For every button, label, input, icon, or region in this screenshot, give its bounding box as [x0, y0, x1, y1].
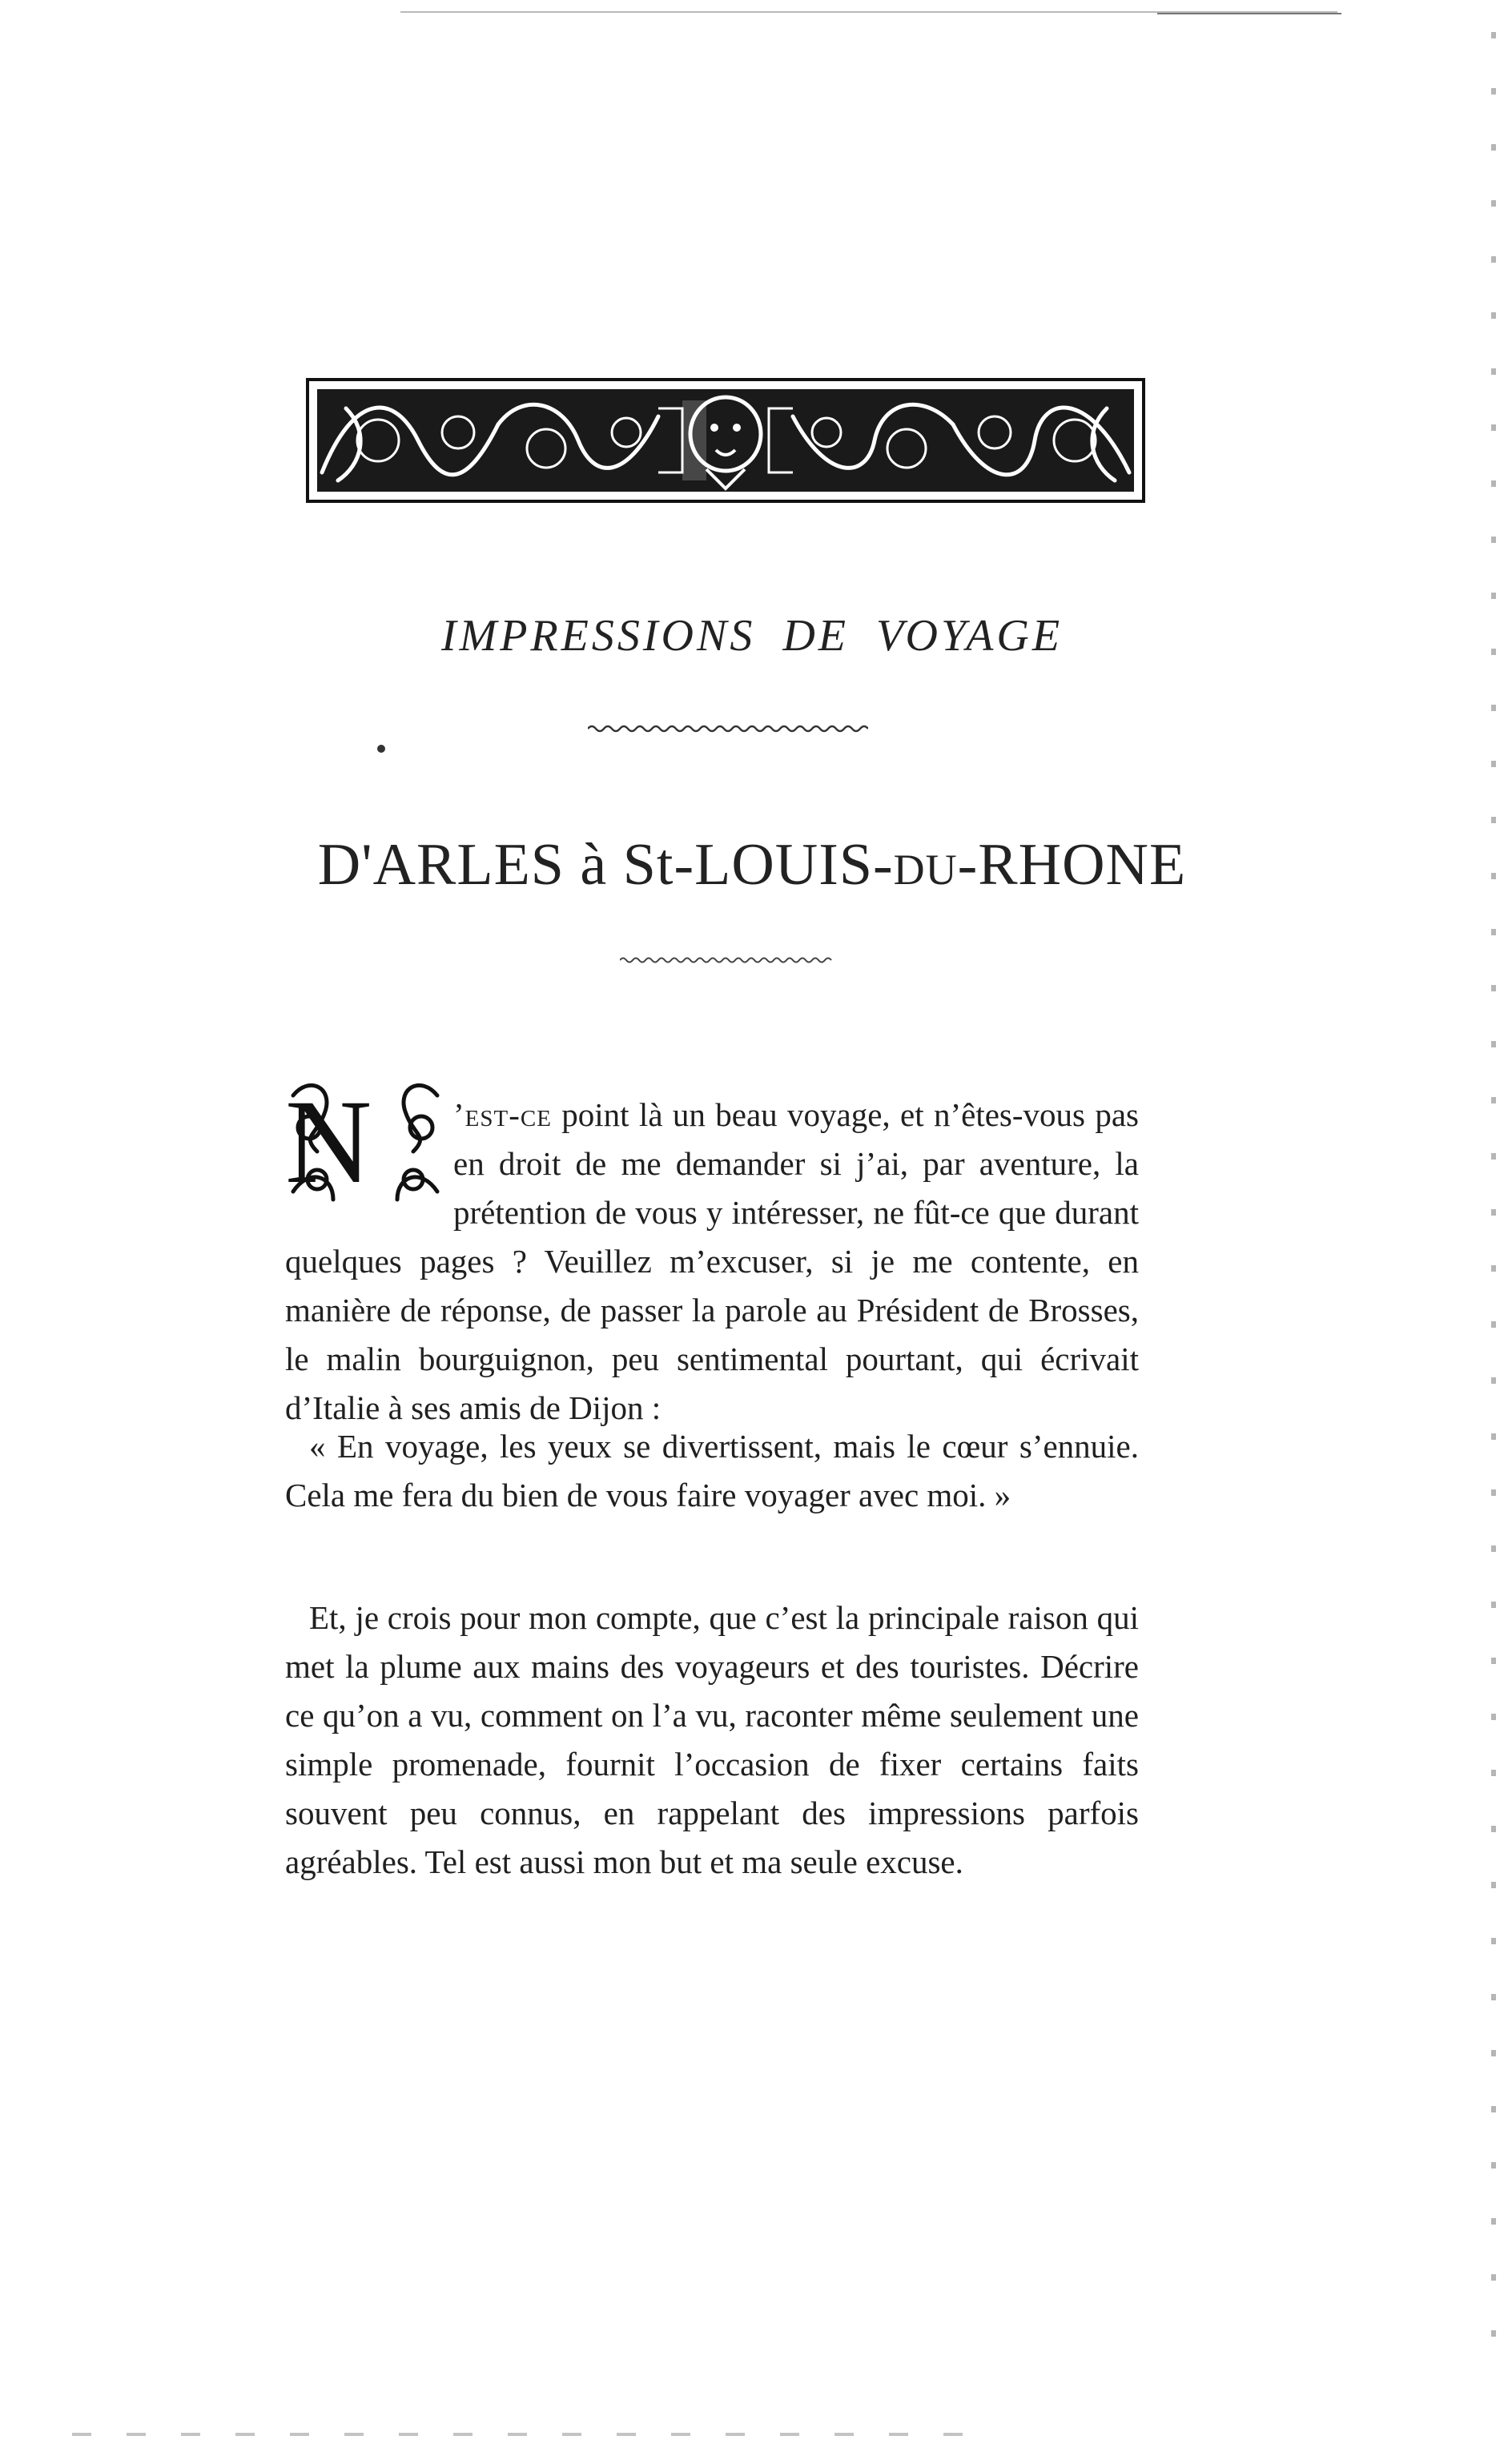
chapter-title-lead: D'ARLES à St-LOUIS- [317, 832, 894, 898]
chapter-title-tail: -RHONE [957, 832, 1187, 898]
paragraph-quote [285, 1422, 1139, 1520]
paragraph-3-text: Et, je crois pour mon compte, que c’est la principale raison qui met la plume aux mains des voyageurs et des touristes. Décrire ce qu’on a vu, comment on l’a vu, raconter même seulement une simple promenade, fournit l’occasion de fixer certains faits souvent peu connus, en rappelant des impressions parfois agréables. Tel est aussi mon but et ma seule excuse. [285, 1599, 1139, 1880]
decorated-drop-cap [285, 1075, 445, 1208]
scan-right-edge-marks [1491, 32, 1496, 2354]
opening-smallcaps: ’est-ce [453, 1096, 552, 1133]
paragraph-opening [285, 1075, 1139, 1433]
stray-ink-dot [377, 745, 385, 753]
section-title: IMPRESSIONS DE VOYAGE [440, 611, 1064, 661]
wave-divider-upper [588, 722, 868, 735]
paragraph-1-text: point là un beau voyage, et n’êtes-vous pas en droit de me demander si j’ai, par aventure, la prétention de vous y intéresser, ne fût-ce que durant quelques pages ? Veuillez m’excuser, si je me contente, en manière de réponse, de passer la parole au Président de Brosses, le malin bourguignon, peu sentimental pourtant, qui écrivait d’Italie à ses amis de Dijon : [285, 1096, 1139, 1426]
scan-top-rule-dark [1157, 13, 1341, 14]
chapter-title [0, 831, 1504, 899]
chapter-title-small: DU [893, 846, 958, 894]
drop-cap-letter: N [285, 1075, 372, 1208]
wave-divider-lower [620, 955, 834, 966]
paragraph-closing [285, 1594, 1139, 1887]
scan-bottom-edge-marks [72, 2433, 977, 2436]
ornamental-headpiece [306, 376, 1145, 504]
paragraph-2-text: « En voyage, les yeux se divertissent, mais le cœur s’ennuie. Cela me fera du bien de vous faire voyager avec moi. » [285, 1428, 1139, 1513]
